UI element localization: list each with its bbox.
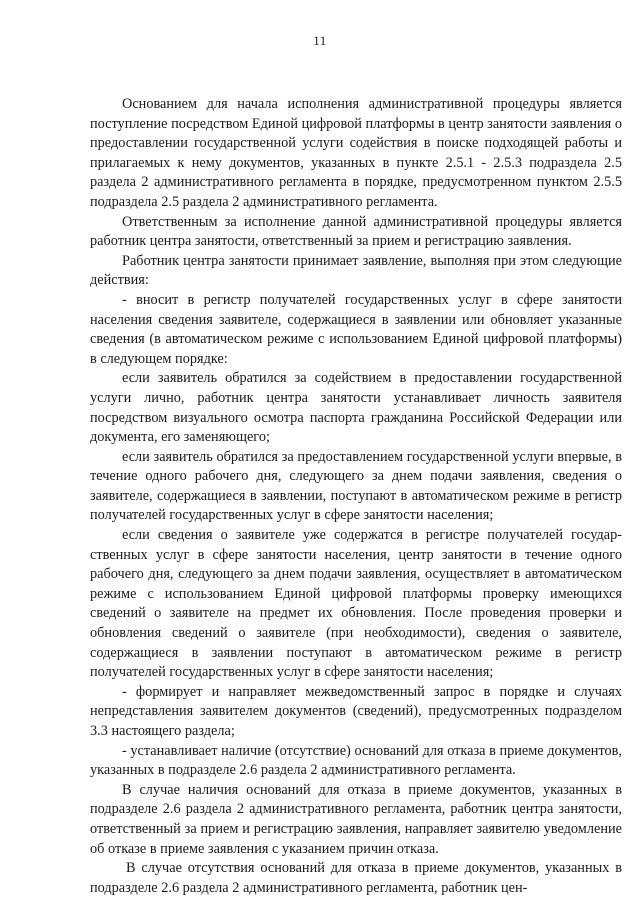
paragraph-in-person: если заявитель обратился за содействием в предоставлении государственной услуги лично, работник центра занятости устанавливает личность заявителя посредством визуального осмотра паспорта гражданина Российской Федерации или документа, его заменяющего; — [90, 370, 622, 446]
paragraph-no-refusal-case: В случае отсутствия оснований для отказа в приеме документов, указанных в подразделе 2.6 раздела 2 административного регламента, работник цен- — [90, 860, 622, 896]
paragraph-basis: Основанием для начала исполнения административной процедуры является поступление посредством Единой цифровой платформы в центр занятости заявления о предоставлении государственной услуги содействия в поиске подходящей работы и прилагаемых к нему документов, указанных в пункте 2.5.1 - 2.5.3 подраздела 2.5 раздела 2 административного регламента в порядке, предусмотренном пунктом 2.5.5 подраздела 2.5 раздела 2 административного регламента. — [90, 96, 622, 210]
paragraph-first-time: если заявитель обратился за предоставлением государственной услуги впервые, в течение одного рабочего дня, следующего за днем подачи заявления, сведения о заявителе, содержащиеся в заявлении, поступают в автоматическом режиме в регистр получателей государственных услуг в сфере занятости населения; — [90, 448, 622, 524]
paragraph-interagency-request: - формирует и направляет межведомственный запрос в порядке и случаях непредставления заявителем документов (сведений), предусмотренных подразделом 3.3 настоящего раздела; — [90, 683, 622, 739]
document-body — [90, 95, 622, 898]
paragraph-grounds-check: - устанавливает наличие (отсутствие) оснований для отказа в приеме документов, указанных в подразделе 2.6 раздела 2 административного регламента. — [90, 742, 622, 779]
paragraph-responsible: Ответственным за исполнение данной административной процедуры является работник центра занятости, ответственный за прием и регистрацию заявления. — [90, 213, 622, 250]
paragraph-actions-intro: Работник центра занятости принимает заявление, выполняя при этом следующие действия: — [90, 252, 622, 289]
paragraph-existing-records: если сведения о заявителе уже содержатся в регистре получателей государственных услуг в сфере занятости населения, центр занятости в течение одного рабочего дня, следующего за днем подачи заявления, осуществляет в автоматическом режиме с использованием Единой цифровой платформы проверку имеющихся сведений о заявителе на предмет их обновления. После проведения проверки и обновления сведений о заявителе (при необходимости), сведения о заявителе, содержащиеся в заявлении поступают в автоматическом режиме в регистр получателей государственных услуг в сфере занятости населения; — [90, 527, 622, 681]
page-number: 11 — [313, 33, 327, 48]
paragraph-register-entry: - вносит в регистр получателей государственных услуг в сфере занятости населения сведения заявителе, содержащиеся в заявлении или обновляет указанные сведения (в автоматическом режиме с использованием Единой цифровой платформы) в следующем порядке: — [90, 291, 622, 367]
paragraph-refusal-case: В случае наличия оснований для отказа в приеме документов, указанных в подразделе 2.6 раздела 2 административного регламента, работник центра занятости, ответственный за прием и регистрацию заявления, направляет заявителю уведомление об отказе в приеме заявления с указанием причин отказа. — [90, 781, 622, 857]
